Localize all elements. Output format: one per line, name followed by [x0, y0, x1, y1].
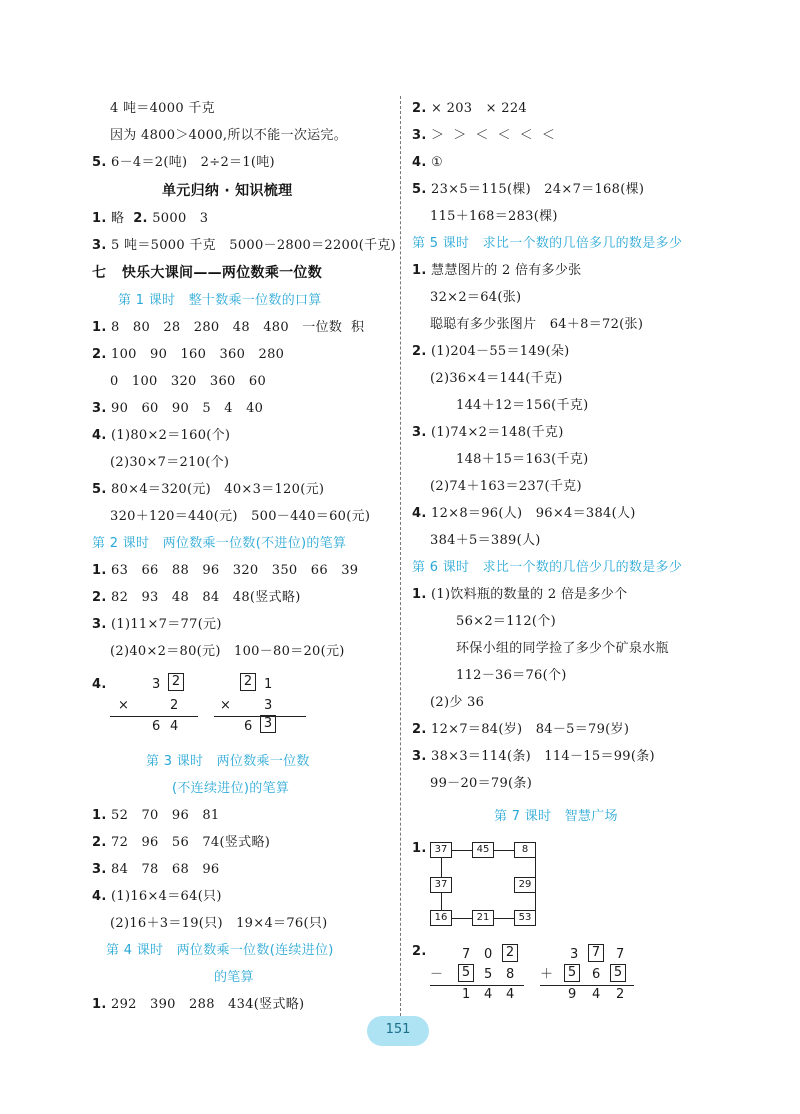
item-number: 2. — [412, 101, 427, 116]
item-number: 2. — [133, 211, 148, 226]
answer-line: 环保小组的同学捡了多少个矿泉水瓶 — [456, 641, 669, 656]
digit: 0 — [484, 947, 493, 962]
answer-box: 3 — [260, 715, 276, 733]
item-number: 5. — [412, 182, 427, 197]
answer-line — [92, 154, 275, 172]
chapter-title: 七 快乐大课间——两位数乘一位数 — [92, 265, 323, 281]
answer-line: (2)30×7＝210(个) — [110, 455, 230, 470]
digit: 8 — [506, 967, 515, 982]
lesson-heading: 第 7 课时 智慧广场 — [494, 809, 618, 824]
digit: 3 — [152, 677, 161, 692]
item-number — [412, 840, 427, 858]
grid-cell: 29 — [514, 877, 536, 893]
digit: 6 — [152, 719, 161, 734]
answer-line: 384＋5＝389(人) — [430, 533, 541, 548]
answer-line — [92, 319, 364, 337]
answer-line — [92, 427, 230, 445]
answer-line: 56×2＝112(个) — [456, 614, 556, 629]
lesson-heading: 第 6 课时 求比一个数的几倍少几的数是多少 — [412, 560, 683, 575]
digit: 6 — [592, 967, 601, 982]
vertical-multiplication-a — [110, 672, 210, 732]
answer-line — [92, 481, 324, 499]
answer-line: (2)少 36 — [430, 695, 485, 710]
answer-text: 略 — [106, 211, 134, 226]
digit: 6 — [244, 719, 253, 734]
digit: 3 — [570, 947, 579, 962]
answer-line — [412, 586, 627, 604]
lesson-heading: 第 2 课时 两位数乘一位数(不进位)的笔算 — [92, 536, 347, 551]
answer-text: 8 80 28 280 48 480 一位数 积 — [106, 320, 365, 335]
answer-line — [412, 100, 527, 118]
answer-line — [92, 834, 270, 852]
answer-line — [92, 616, 222, 634]
answer-line — [412, 343, 570, 361]
answer-box: 7 — [588, 944, 604, 962]
answer-text: 38×3＝114(条) 114－15＝99(条) — [426, 749, 655, 764]
item-number — [92, 676, 107, 694]
answer-text: 5000 3 — [147, 211, 209, 226]
item-number: 5. — [92, 482, 107, 497]
answer-line — [412, 721, 629, 739]
answer-text: × 203 × 224 — [426, 101, 527, 116]
digit: 3 — [264, 698, 273, 713]
item-number: 2. — [92, 835, 107, 850]
digit: 5 — [484, 967, 493, 982]
answer-text: (1)16×4＝64(只) — [106, 889, 222, 904]
grid-cell: 21 — [472, 910, 494, 926]
answer-line — [92, 861, 220, 879]
answer-line: 32×2＝64(张) — [430, 290, 522, 305]
answer-box: 2 — [502, 944, 518, 962]
answer-line — [92, 996, 304, 1014]
answer-text: 82 93 48 84 48(竖式略) — [106, 590, 301, 605]
operator: ＋ — [540, 967, 554, 982]
grid-cell: 53 — [514, 910, 536, 926]
answer-line — [412, 262, 581, 280]
item-number: 1. — [412, 841, 427, 856]
digit: 4 — [592, 987, 601, 1002]
item-number: 2. — [92, 347, 107, 362]
item-number: 4. — [92, 677, 107, 692]
digit: 4 — [484, 987, 493, 1002]
answer-line: 4 吨＝4000 千克 — [110, 101, 215, 116]
answer-text: 80×4＝320(元) 40×3＝120(元) — [106, 482, 325, 497]
answer-text: (1)204－55＝149(朵) — [426, 344, 570, 359]
answer-line: 115＋168＝283(棵) — [430, 209, 558, 224]
answer-box: 2 — [168, 673, 184, 691]
answer-line: 因为 4800＞4000,所以不能一次运完。 — [110, 128, 348, 143]
answer-text: (1)80×2＝160(个) — [106, 428, 231, 443]
lesson-heading: 第 3 课时 两位数乘一位数 — [146, 754, 310, 769]
answer-line: 320＋120＝440(元) 500－440＝60(元) — [110, 509, 371, 524]
answer-line: (2)36×4＝144(千克) — [430, 371, 563, 386]
answer-text: 90 60 90 5 4 40 — [106, 401, 264, 416]
item-number — [412, 943, 427, 961]
answer-text: 84 78 68 96 — [106, 862, 220, 877]
item-number: 4. — [412, 155, 427, 170]
answer-text: 23×5＝115(棵) 24×7＝168(棵) — [426, 182, 645, 197]
lesson-heading: 的笔算 — [214, 970, 254, 985]
column-divider — [400, 96, 401, 1016]
item-number: 3. — [92, 238, 107, 253]
answer-line: (2)16＋3＝19(只) 19×4＝76(只) — [110, 916, 328, 931]
answer-text: 5 吨＝5000 千克 5000－2800＝2200(千克) — [106, 238, 397, 253]
item-number: 4. — [92, 428, 107, 443]
answer-text: 慧慧图片的 2 倍有多少张 — [426, 263, 582, 278]
answer-text: ＞ ＞ ＜ ＜ ＜ ＜ — [426, 128, 556, 143]
answer-line — [412, 748, 655, 766]
answer-text: (1)饮料瓶的数量的 2 倍是多少个 — [426, 587, 628, 602]
operator: × — [220, 698, 231, 713]
result-rule — [110, 716, 198, 717]
answer-line: 0 100 320 360 60 — [110, 374, 267, 389]
answer-line — [412, 424, 564, 442]
item-number: 3. — [412, 128, 427, 143]
answer-line: 99－20＝79(条) — [430, 776, 533, 791]
item-number: 4. — [92, 889, 107, 904]
grid-cell: 16 — [430, 910, 452, 926]
item-number: 2. — [412, 944, 427, 959]
answer-text: 292 390 288 434(竖式略) — [106, 997, 305, 1012]
item-number: 3. — [92, 401, 107, 416]
answer-line — [92, 400, 263, 418]
item-number: 1. — [92, 563, 107, 578]
answer-line: 聪聪有多少张图片 64＋8＝72(张) — [430, 317, 644, 332]
digit: 2 — [616, 987, 625, 1002]
lesson-heading: 第 5 课时 求比一个数的几倍多几的数是多少 — [412, 236, 683, 251]
answer-text: 63 66 88 96 320 350 66 39 — [106, 563, 359, 578]
item-number: 3. — [92, 617, 107, 632]
item-number: 5. — [92, 155, 107, 170]
digit: 9 — [568, 987, 577, 1002]
grid-cell: 37 — [430, 877, 452, 893]
vertical-subtraction — [430, 944, 530, 1006]
answer-text: 12×7＝84(岁) 84－5＝79(岁) — [426, 722, 630, 737]
lesson-heading: 第 4 课时 两位数乘一位数(连续进位) — [106, 943, 334, 958]
digit: 7 — [462, 947, 471, 962]
page-number-badge — [367, 1016, 429, 1046]
vertical-multiplication-b — [214, 672, 314, 732]
answer-line: (2)74＋163＝237(千克) — [430, 479, 582, 494]
answer-line: 148＋15＝163(千克) — [456, 452, 589, 467]
answer-box: 5 — [458, 964, 474, 982]
answer-line — [92, 210, 208, 228]
section-heading: 单元归纳 · 知识梳理 — [162, 183, 293, 199]
answer-line: 144＋12＝156(千克) — [456, 398, 589, 413]
item-number: 1. — [412, 263, 427, 278]
item-number: 2. — [412, 722, 427, 737]
item-number: 3. — [412, 425, 427, 440]
answer-line — [412, 127, 555, 145]
page-number: 151 — [385, 1022, 411, 1037]
answer-line: (2)40×2＝80(元) 100－80＝20(元) — [110, 644, 345, 659]
item-number: 3. — [412, 749, 427, 764]
answer-text: 12×8＝96(人) 96×4＝384(人) — [426, 506, 636, 521]
answer-text: (1)74×2＝148(千克) — [426, 425, 564, 440]
answer-line — [92, 562, 358, 580]
answer-line — [92, 237, 396, 255]
answer-line — [412, 181, 644, 199]
digit: 4 — [506, 987, 515, 1002]
answer-text: (1)11×7＝77(元) — [106, 617, 222, 632]
answer-line — [92, 589, 301, 607]
answer-text: 100 90 160 360 280 — [106, 347, 285, 362]
answer-text: 52 70 96 81 — [106, 808, 220, 823]
answer-line — [412, 154, 443, 172]
operator: － — [430, 967, 444, 982]
answer-box: 5 — [564, 964, 580, 982]
item-number: 1. — [412, 587, 427, 602]
answer-line — [92, 346, 284, 364]
grid-cell: 37 — [430, 842, 452, 858]
answer-text: 72 96 56 74(竖式略) — [106, 835, 271, 850]
answer-line — [92, 888, 222, 906]
grid-cell: 8 — [514, 842, 536, 858]
answer-text: 6－4＝2(吨) 2÷2＝1(吨) — [106, 155, 275, 170]
digit: 1 — [462, 987, 471, 1002]
item-number: 1. — [92, 320, 107, 335]
operator: × — [118, 698, 129, 713]
digit: 7 — [616, 947, 625, 962]
item-number: 2. — [92, 590, 107, 605]
item-number: 2. — [412, 344, 427, 359]
item-number: 3. — [92, 862, 107, 877]
number-grid-puzzle — [430, 842, 542, 924]
item-number: 1. — [92, 211, 107, 226]
answer-line: 112－36＝76(个) — [456, 668, 567, 683]
item-number: 1. — [92, 808, 107, 823]
answer-text: ① — [426, 155, 443, 170]
answer-box: 2 — [240, 673, 256, 691]
answer-line — [92, 807, 220, 825]
answer-line — [412, 505, 636, 523]
digit: 2 — [170, 698, 179, 713]
digit: 4 — [170, 719, 179, 734]
lesson-heading: (不连续进位)的笔算 — [172, 781, 290, 796]
item-number: 4. — [412, 506, 427, 521]
grid-cell: 45 — [472, 842, 494, 858]
answer-box: 5 — [610, 964, 626, 982]
vertical-addition — [540, 944, 640, 1006]
digit: 1 — [264, 677, 273, 692]
lesson-heading: 第 1 课时 整十数乘一位数的口算 — [118, 293, 322, 308]
item-number: 1. — [92, 997, 107, 1012]
